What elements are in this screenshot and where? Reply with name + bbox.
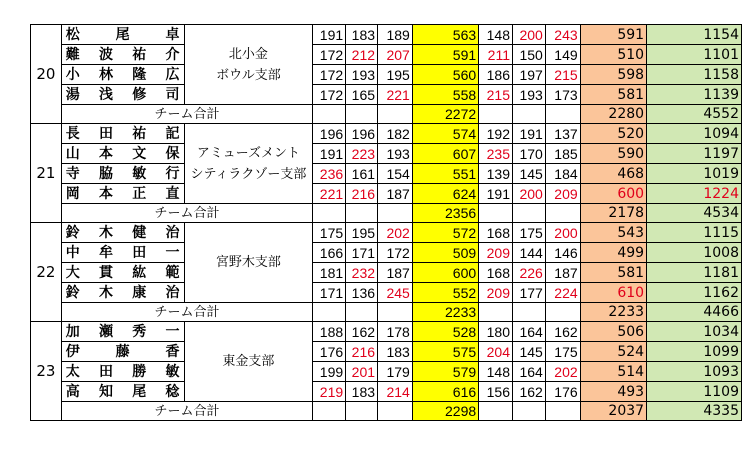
game-score: 183 xyxy=(346,382,378,402)
game-score: 139 xyxy=(479,164,513,184)
game-score: 215 xyxy=(479,85,513,105)
first-half-subtotal: 560 xyxy=(412,65,478,85)
game-score: 207 xyxy=(378,45,413,65)
game-score: 223 xyxy=(346,144,378,164)
game-score: 226 xyxy=(512,263,545,283)
player-total: 1139 xyxy=(647,85,742,105)
game-score: 219 xyxy=(313,382,346,402)
player-total: 1099 xyxy=(647,342,742,362)
game-score: 166 xyxy=(313,243,346,263)
player-row xyxy=(31,342,742,362)
team-affiliation: 北小金 ボウル支部 xyxy=(184,25,313,105)
player-name: 難波祐介 xyxy=(61,45,184,65)
game-score: 212 xyxy=(346,45,378,65)
team-number: 20 xyxy=(31,25,62,124)
player-total: 1094 xyxy=(647,124,742,144)
empty-cell xyxy=(545,303,580,322)
game-score: 178 xyxy=(378,322,413,342)
team-affiliation: 東金支部 xyxy=(184,322,313,402)
second-half-subtotal: 581 xyxy=(580,263,646,283)
team-second-half-total: 2178 xyxy=(580,204,646,223)
game-score: 177 xyxy=(512,283,545,303)
game-score: 245 xyxy=(378,283,413,303)
game-score: 214 xyxy=(378,382,413,402)
empty-cell xyxy=(545,204,580,223)
first-half-subtotal: 572 xyxy=(412,223,478,243)
game-score: 162 xyxy=(346,322,378,342)
empty-cell xyxy=(378,204,413,223)
player-total: 1019 xyxy=(647,164,742,184)
first-half-subtotal: 600 xyxy=(412,263,478,283)
team-total-label: チーム合計 xyxy=(61,303,313,322)
second-half-subtotal: 510 xyxy=(580,45,646,65)
empty-cell xyxy=(313,105,346,124)
player-name: 鈴木康治 xyxy=(61,283,184,303)
team-total-label: チーム合計 xyxy=(61,402,313,421)
team-number: 21 xyxy=(31,124,62,223)
first-half-subtotal: 607 xyxy=(412,144,478,164)
game-score: 182 xyxy=(378,124,413,144)
empty-cell xyxy=(512,105,545,124)
table-body xyxy=(31,25,742,421)
game-score: 172 xyxy=(378,243,413,263)
player-name: 岡本正直 xyxy=(61,184,184,204)
game-score: 202 xyxy=(545,362,580,382)
game-score: 187 xyxy=(378,263,413,283)
player-name: 長田祐記 xyxy=(61,124,184,144)
player-name: 太田勝敏 xyxy=(61,362,184,382)
game-score: 162 xyxy=(512,382,545,402)
empty-cell xyxy=(378,402,413,421)
game-score: 176 xyxy=(313,342,346,362)
second-half-subtotal: 520 xyxy=(580,124,646,144)
second-half-subtotal: 600 xyxy=(580,184,646,204)
empty-cell xyxy=(479,105,513,124)
game-score: 211 xyxy=(479,45,513,65)
game-score: 144 xyxy=(512,243,545,263)
game-score: 191 xyxy=(313,25,346,45)
empty-cell xyxy=(346,402,378,421)
first-half-subtotal: 624 xyxy=(412,184,478,204)
empty-cell xyxy=(346,303,378,322)
game-score: 209 xyxy=(479,243,513,263)
empty-cell xyxy=(479,303,513,322)
game-score: 200 xyxy=(512,25,545,45)
empty-cell xyxy=(512,204,545,223)
first-half-subtotal: 509 xyxy=(412,243,478,263)
game-score: 216 xyxy=(346,342,378,362)
first-half-subtotal: 552 xyxy=(412,283,478,303)
game-score: 172 xyxy=(313,45,346,65)
game-score: 195 xyxy=(346,223,378,243)
first-half-subtotal: 574 xyxy=(412,124,478,144)
game-score: 183 xyxy=(378,342,413,362)
player-name: 松尾卓 xyxy=(61,25,184,45)
second-half-subtotal: 543 xyxy=(580,223,646,243)
player-row xyxy=(31,263,742,283)
team-affiliation: アミューズメント シティラクゾー支部 xyxy=(184,124,313,204)
player-total: 1101 xyxy=(647,45,742,65)
game-score: 204 xyxy=(479,342,513,362)
player-total: 1181 xyxy=(647,263,742,283)
team-number: 23 xyxy=(31,322,62,421)
team-first-half-total: 2233 xyxy=(412,303,478,322)
game-score: 149 xyxy=(545,45,580,65)
team-grand-total: 4552 xyxy=(647,105,742,124)
game-score: 136 xyxy=(346,283,378,303)
empty-cell xyxy=(512,402,545,421)
team-grand-total: 4534 xyxy=(647,204,742,223)
game-score: 148 xyxy=(479,362,513,382)
empty-cell xyxy=(346,204,378,223)
team-total-row xyxy=(31,105,742,124)
first-half-subtotal: 575 xyxy=(412,342,478,362)
game-score: 183 xyxy=(346,25,378,45)
player-total: 1115 xyxy=(647,223,742,243)
game-score: 161 xyxy=(346,164,378,184)
game-score: 243 xyxy=(545,25,580,45)
team-second-half-total: 2280 xyxy=(580,105,646,124)
game-score: 221 xyxy=(313,184,346,204)
second-half-subtotal: 514 xyxy=(580,362,646,382)
first-half-subtotal: 551 xyxy=(412,164,478,184)
game-score: 196 xyxy=(346,124,378,144)
empty-cell xyxy=(378,105,413,124)
team-affiliation: 宮野木支部 xyxy=(184,223,313,303)
player-row xyxy=(31,124,742,144)
game-score: 196 xyxy=(313,124,346,144)
game-score: 180 xyxy=(479,322,513,342)
game-score: 215 xyxy=(545,65,580,85)
game-score: 172 xyxy=(313,65,346,85)
game-score: 145 xyxy=(512,342,545,362)
team-first-half-total: 2298 xyxy=(412,402,478,421)
game-score: 150 xyxy=(512,45,545,65)
second-half-subtotal: 591 xyxy=(580,25,646,45)
player-name: 湯浅修司 xyxy=(61,85,184,105)
first-half-subtotal: 591 xyxy=(412,45,478,65)
game-score: 200 xyxy=(545,223,580,243)
second-half-subtotal: 524 xyxy=(580,342,646,362)
player-row xyxy=(31,362,742,382)
player-row xyxy=(31,243,742,263)
player-row xyxy=(31,322,742,342)
player-row xyxy=(31,65,742,85)
game-score: 188 xyxy=(313,322,346,342)
game-score: 201 xyxy=(346,362,378,382)
empty-cell xyxy=(313,303,346,322)
player-row xyxy=(31,164,742,184)
game-score: 162 xyxy=(545,322,580,342)
empty-cell xyxy=(346,105,378,124)
game-score: 176 xyxy=(545,382,580,402)
player-name: 加瀬秀一 xyxy=(61,322,184,342)
game-score: 216 xyxy=(346,184,378,204)
team-total-label: チーム合計 xyxy=(61,105,313,124)
game-score: 175 xyxy=(512,223,545,243)
empty-cell xyxy=(479,402,513,421)
game-score: 172 xyxy=(313,85,346,105)
game-score: 193 xyxy=(378,144,413,164)
player-total: 1224 xyxy=(647,184,742,204)
game-score: 184 xyxy=(545,164,580,184)
player-name: 中牟田一 xyxy=(61,243,184,263)
second-half-subtotal: 506 xyxy=(580,322,646,342)
second-half-subtotal: 590 xyxy=(580,144,646,164)
game-score: 148 xyxy=(479,25,513,45)
game-score: 232 xyxy=(346,263,378,283)
team-total-row xyxy=(31,402,742,421)
empty-cell xyxy=(378,303,413,322)
player-row xyxy=(31,144,742,164)
game-score: 185 xyxy=(545,144,580,164)
game-score: 175 xyxy=(313,223,346,243)
player-total: 1034 xyxy=(647,322,742,342)
first-half-subtotal: 579 xyxy=(412,362,478,382)
game-score: 145 xyxy=(512,164,545,184)
empty-cell xyxy=(479,204,513,223)
game-score: 235 xyxy=(479,144,513,164)
empty-cell xyxy=(545,105,580,124)
team-total-label: チーム合計 xyxy=(61,204,313,223)
first-half-subtotal: 558 xyxy=(412,85,478,105)
team-total-row xyxy=(31,204,742,223)
game-score: 171 xyxy=(346,243,378,263)
player-name: 山本文保 xyxy=(61,144,184,164)
team-grand-total: 4335 xyxy=(647,402,742,421)
team-second-half-total: 2233 xyxy=(580,303,646,322)
player-row xyxy=(31,25,742,45)
game-score: 164 xyxy=(512,362,545,382)
player-name: 寺脇敏行 xyxy=(61,164,184,184)
game-score: 179 xyxy=(378,362,413,382)
game-score: 192 xyxy=(479,124,513,144)
player-row xyxy=(31,382,742,402)
game-score: 200 xyxy=(512,184,545,204)
player-total: 1197 xyxy=(647,144,742,164)
player-name: 小林隆広 xyxy=(61,65,184,85)
game-score: 187 xyxy=(378,184,413,204)
game-score: 156 xyxy=(479,382,513,402)
game-score: 209 xyxy=(545,184,580,204)
player-total: 1008 xyxy=(647,243,742,263)
player-row xyxy=(31,45,742,65)
player-total: 1154 xyxy=(647,25,742,45)
game-score: 171 xyxy=(313,283,346,303)
score-table xyxy=(30,24,742,421)
game-score: 193 xyxy=(512,85,545,105)
game-score: 221 xyxy=(378,85,413,105)
game-score: 170 xyxy=(512,144,545,164)
player-name: 伊藤香 xyxy=(61,342,184,362)
player-name: 大貫紘範 xyxy=(61,263,184,283)
second-half-subtotal: 468 xyxy=(580,164,646,184)
game-score: 154 xyxy=(378,164,413,184)
team-total-row xyxy=(31,303,742,322)
game-score: 209 xyxy=(479,283,513,303)
game-score: 197 xyxy=(512,65,545,85)
empty-cell xyxy=(313,402,346,421)
game-score: 236 xyxy=(313,164,346,184)
first-half-subtotal: 616 xyxy=(412,382,478,402)
game-score: 191 xyxy=(313,144,346,164)
game-score: 173 xyxy=(545,85,580,105)
player-row xyxy=(31,184,742,204)
game-score: 189 xyxy=(378,25,413,45)
game-score: 191 xyxy=(512,124,545,144)
game-score: 187 xyxy=(545,263,580,283)
player-name: 鈴木健治 xyxy=(61,223,184,243)
game-score: 146 xyxy=(545,243,580,263)
second-half-subtotal: 610 xyxy=(580,283,646,303)
game-score: 165 xyxy=(346,85,378,105)
empty-cell xyxy=(545,402,580,421)
player-row xyxy=(31,283,742,303)
game-score: 195 xyxy=(378,65,413,85)
game-score: 224 xyxy=(545,283,580,303)
second-half-subtotal: 581 xyxy=(580,85,646,105)
game-score: 191 xyxy=(479,184,513,204)
team-first-half-total: 2356 xyxy=(412,204,478,223)
game-score: 193 xyxy=(346,65,378,85)
game-score: 164 xyxy=(512,322,545,342)
game-score: 175 xyxy=(545,342,580,362)
player-row xyxy=(31,223,742,243)
player-row xyxy=(31,85,742,105)
first-half-subtotal: 563 xyxy=(412,25,478,45)
player-total: 1109 xyxy=(647,382,742,402)
empty-cell xyxy=(512,303,545,322)
team-number: 22 xyxy=(31,223,62,322)
player-name: 高知尾稔 xyxy=(61,382,184,402)
game-score: 137 xyxy=(545,124,580,144)
player-total: 1093 xyxy=(647,362,742,382)
game-score: 168 xyxy=(479,263,513,283)
team-second-half-total: 2037 xyxy=(580,402,646,421)
team-first-half-total: 2272 xyxy=(412,105,478,124)
game-score: 202 xyxy=(378,223,413,243)
first-half-subtotal: 528 xyxy=(412,322,478,342)
player-total: 1158 xyxy=(647,65,742,85)
second-half-subtotal: 499 xyxy=(580,243,646,263)
game-score: 186 xyxy=(479,65,513,85)
team-grand-total: 4466 xyxy=(647,303,742,322)
empty-cell xyxy=(313,204,346,223)
second-half-subtotal: 493 xyxy=(580,382,646,402)
player-total: 1162 xyxy=(647,283,742,303)
game-score: 199 xyxy=(313,362,346,382)
second-half-subtotal: 598 xyxy=(580,65,646,85)
game-score: 168 xyxy=(479,223,513,243)
game-score: 181 xyxy=(313,263,346,283)
